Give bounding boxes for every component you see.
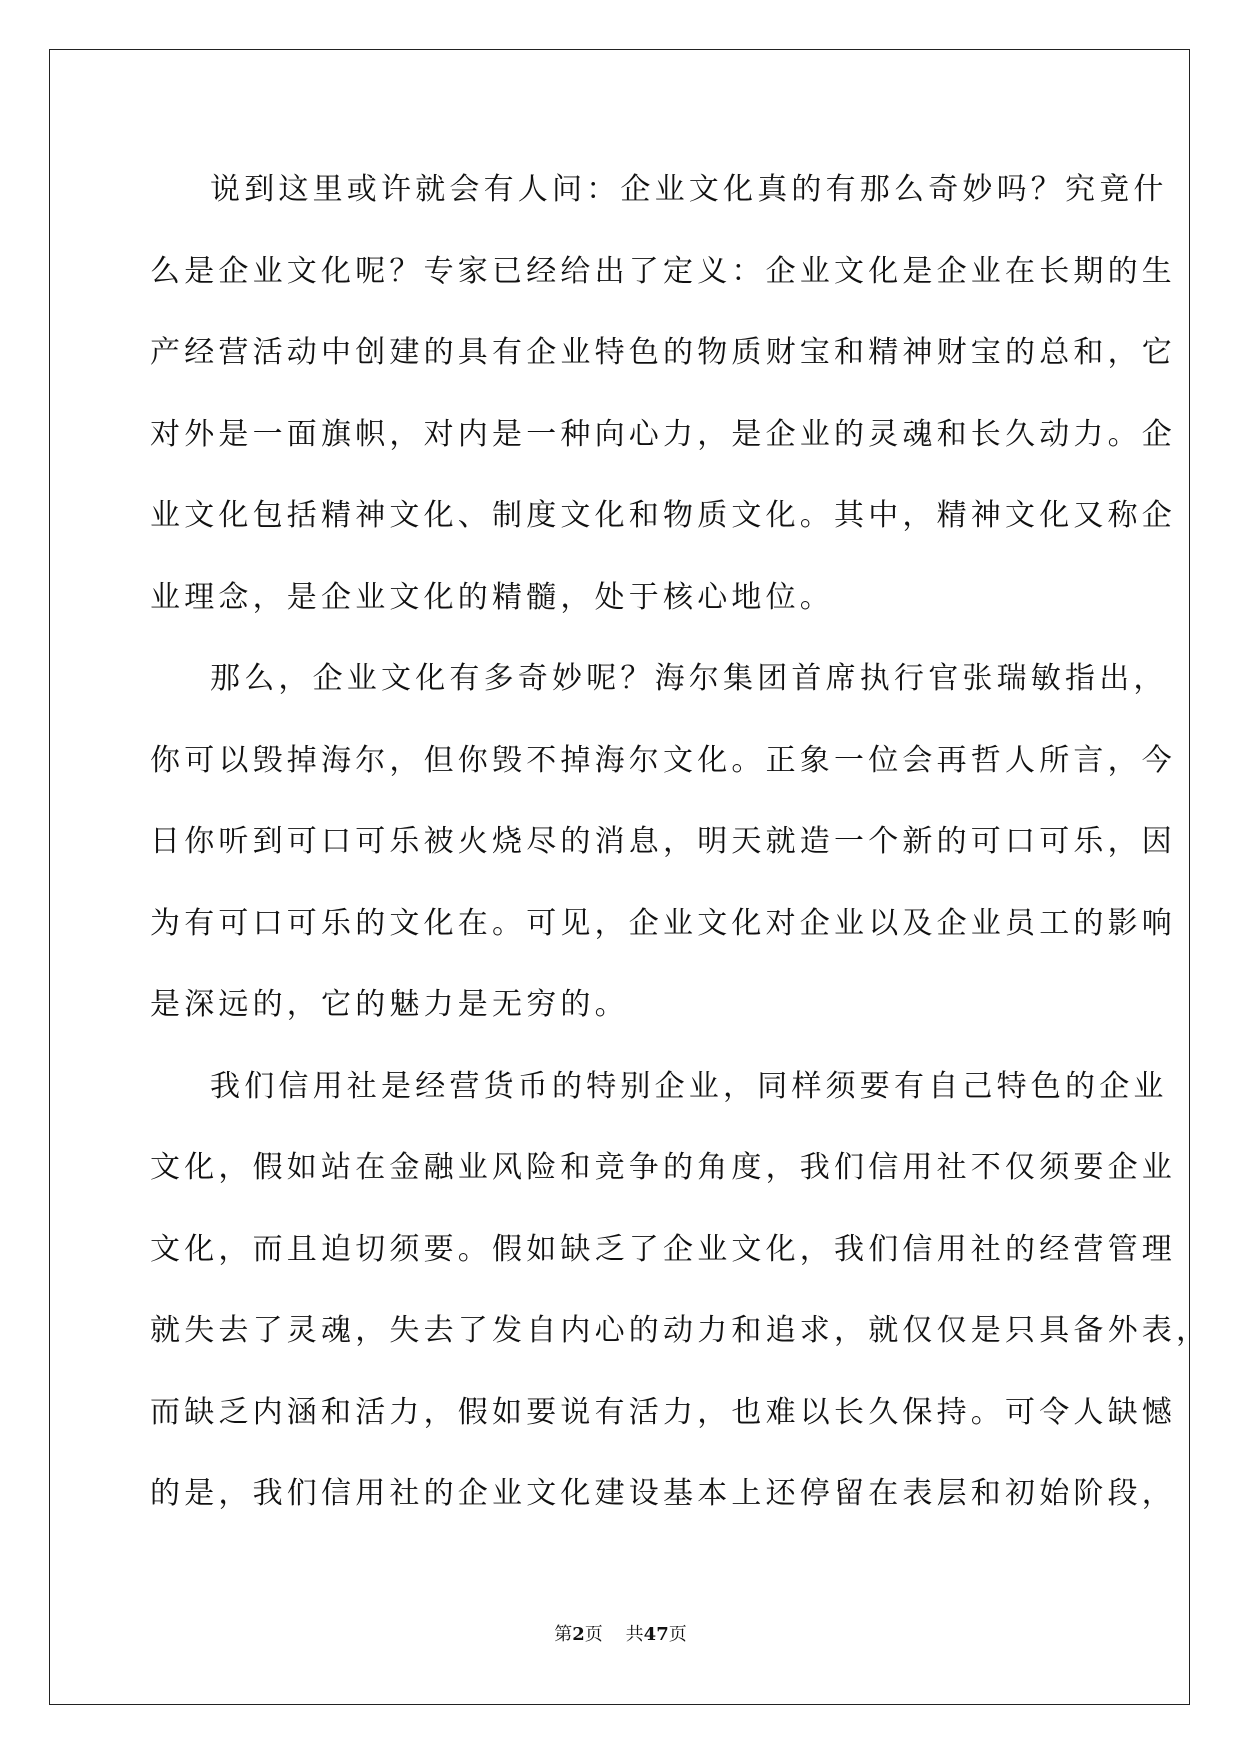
footer-page-suffix: 页	[584, 1624, 603, 1645]
text-line: 业理念，是企业文化的精髓，处于核心地位。	[150, 579, 834, 615]
text-line: 就失去了灵魂，失去了发自内心的动力和追求，就仅仅是只具备外表，	[150, 1313, 1211, 1348]
text-line: 的是，我们信用社的企业文化建设基本上还停留在表层和初始阶段，	[150, 1476, 1176, 1511]
text-line: 业文化包括精神文化、制度文化和物质文化。其中，精神文化又称企	[150, 498, 1176, 533]
text-line: 文化，而且迫切须要。假如缺乏了企业文化，我们信用社的经营管理	[150, 1231, 1176, 1267]
text-line: 文化，假如站在金融业风险和竞争的角度，我们信用社不仅须要企业	[150, 1150, 1176, 1185]
footer-total-pages: 47	[643, 1624, 669, 1645]
text-line: 我们信用社是经营货币的特别企业，同样须要有自己特色的企业	[210, 1068, 1168, 1104]
text-line: 而缺乏内涵和活力，假如要说有活力，也难以长久保持。可令人缺憾	[150, 1394, 1176, 1430]
text-line: 么是企业文化呢？专家已经给出了定义：企业文化是企业在长期的生	[150, 253, 1176, 289]
document-body	[150, 160, 1211, 1546]
text-line: 产经营活动中创建的具有企业特色的物质财宝和精神财宝的总和，它	[150, 335, 1176, 370]
footer-total-suffix: 页	[668, 1624, 687, 1645]
footer-page-prefix: 第	[554, 1624, 573, 1645]
text-line: 那么，企业文化有多奇妙呢？海尔集团首席执行官张瑞敏指出，	[210, 661, 1168, 696]
text-line: 是深远的，它的魅力是无穷的。	[150, 987, 629, 1022]
text-line: 说到这里或许就会有人问：企业文化真的有那么奇妙吗？究竟什	[210, 172, 1168, 207]
footer-page-number: 2	[572, 1624, 585, 1645]
text-line: 日你听到可口可乐被火烧尽的消息，明天就造一个新的可口可乐，因	[150, 824, 1176, 859]
text-line: 你可以毁掉海尔，但你毁不掉海尔文化。正象一位会再哲人所言，今	[150, 742, 1176, 778]
text-line: 对外是一面旗帜，对内是一种向心力，是企业的灵魂和长久动力。企	[150, 416, 1176, 452]
text-line: 为有可口可乐的文化在。可见，企业文化对企业以及企业员工的影响	[150, 905, 1176, 941]
footer-total-prefix: 共	[625, 1624, 644, 1645]
page-footer	[0, 1620, 1241, 1646]
